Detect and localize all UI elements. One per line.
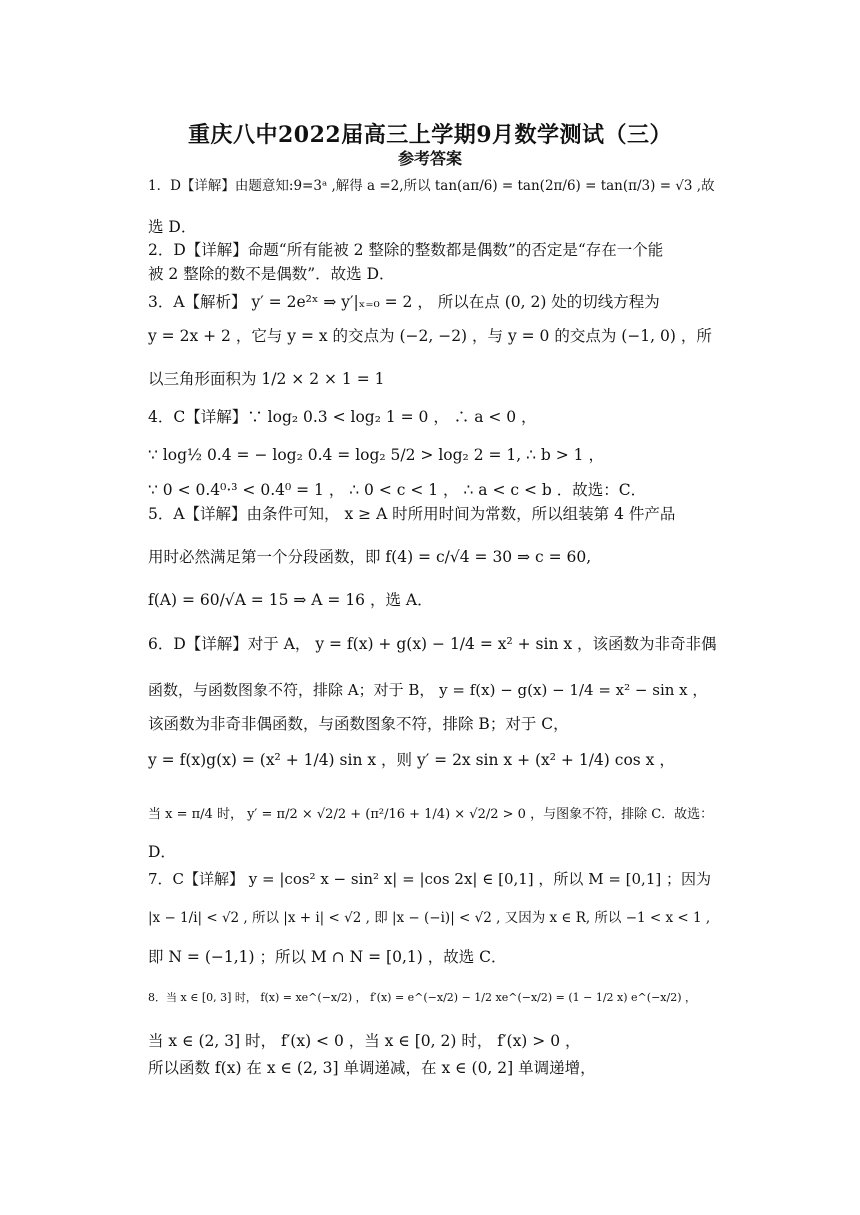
page-title: 重庆八中2022届高三上学期9月数学测试（三）	[187, 122, 673, 148]
answer-1-line-2: 选 D．	[148, 218, 197, 236]
answer-6-line-4: y = f(x)g(x) = (x² + 1/4) sin x ，则 y′ = 2x sin x + (x² + 1/4) cos x ，	[148, 751, 675, 769]
page-subtitle: 参考答案	[397, 149, 462, 168]
answer-2-line-1: 2．D【详解】命题“所有能被 2 整除的整数都是偶数”的否定是“存在一个能	[148, 241, 664, 259]
answer-7-line-1: 7．C【详解】 y = |cos² x − sin² x| = |cos 2x| ∈ [0,1] ，所以 M = [0,1] ；因为	[148, 870, 711, 888]
answer-6-line-2: 函数，与函数图象不符，排除 A；对于 B， y = f(x) − g(x) − 1/4 = x² − sin x ，	[148, 681, 708, 699]
answer-7-line-2: |x − 1/i| < √2 , 所以 |x + i| < √2 , 即 |x − (−i)| < √2 , 又因为 x ∈ R, 所以 −1 < x < 1 ,	[148, 910, 711, 926]
answer-4-line-3: ∵ 0 < 0.4⁰·³ < 0.4⁰ = 1 ， ∴ 0 < c < 1 ， ∴ a < c < b ．故选：C．	[148, 481, 647, 499]
answer-3-line-3: 以三角形面积为 1/2 × 2 × 1 = 1	[148, 370, 385, 388]
answer-4-line-2: ∵ log½ 0.4 = − log₂ 0.4 = log₂ 5/2 > log₂ 2 = 1, ∴ b > 1 ，	[148, 446, 604, 464]
answer-2-line-2: 被 2 整除的数不是偶数”．故选 D．	[148, 265, 395, 283]
answer-6-line-6: D．	[148, 843, 176, 861]
answer-8-line-3: 所以函数 f(x) 在 x ∈ (2, 3] 单调递减，在 x ∈ (0, 2] 单调递增，	[148, 1059, 596, 1077]
answer-4-line-1: 4．C【详解】∵ log₂ 0.3 < log₂ 1 = 0 ， ∴ a < 0 ，	[148, 408, 537, 426]
answer-6-line-5: 当 x = π/4 时， y′ = π/2 × √2/2 + (π²/16 + 1/4) × √2/2 > 0 ，与图象不符，排除 C．故选：	[148, 807, 714, 822]
answer-6-line-1: 6．D【详解】对于 A， y = f(x) + g(x) − 1/4 = x² + sin x ，该函数为非奇非偶	[148, 635, 717, 653]
answer-7-line-3: 即 N = (−1,1) ；所以 M ∩ N = [0,1) ，故选 C．	[148, 948, 507, 966]
answer-3-line-2: y = 2x + 2 ，它与 y = x 的交点为 (−2, −2) ，与 y = 0 的交点为 (−1, 0) ，所	[148, 327, 712, 345]
answer-1-line-1: 1．D【详解】由题意知:9=3ᵃ ,解得 a =2,所以 tan(aπ/6) = tan(2π/6) = tan(π/3) = √3 ,故	[148, 178, 715, 194]
answer-5-line-2: 用时必然满足第一个分段函数，即 f(4) = c/√4 = 30 ⇒ c = 60,	[148, 548, 592, 566]
answer-8-line-2: 当 x ∈ (2, 3] 时， f′(x) < 0 ，当 x ∈ [0, 2) 时， f′(x) > 0 ，	[148, 1032, 581, 1050]
answer-5-line-3: f(A) = 60/√A = 15 ⇒ A = 16 ，选 A．	[148, 591, 433, 609]
answer-5-line-1: 5．A【详解】由条件可知， x ≥ A 时所用时间为常数，所以组装第 4 件产品	[148, 505, 676, 523]
answer-8-line-1: 8．当 x ∈ [0, 3] 时， f(x) = xe^(−x/2) ， f′(x) = e^(−x/2) − 1/2 xe^(−x/2) = (1 − 1/2 x) e^(−x/2) ，	[148, 991, 696, 1004]
answer-3-line-1: 3．A【解析】 y′ = 2e²ˣ ⇒ y′|ₓ₌₀ = 2 ， 所以在点 (0, 2) 处的切线方程为	[148, 293, 660, 311]
answer-6-line-3: 该函数为非奇非偶函数，与函数图象不符，排除 B；对于 C，	[148, 715, 569, 733]
